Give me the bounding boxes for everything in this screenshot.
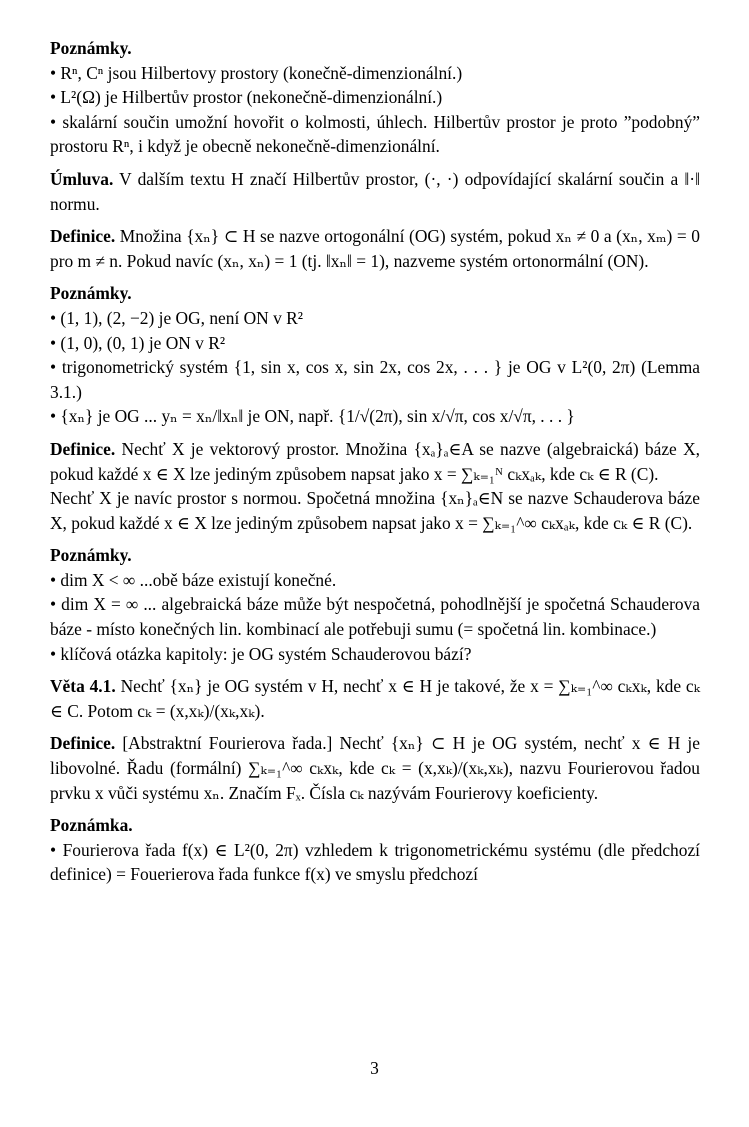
definition-heading: Definice. [50, 733, 116, 754]
note-item: • skalární součin umožní hovořit o kolmosti, úhlech. Hilbertův prostor je proto ”podobný” prostoru Rⁿ, i když je obecně nekonečně-dimenzionální. [50, 111, 700, 157]
notes-examples [50, 281, 700, 429]
notes-heading: Poznámky. [50, 283, 132, 304]
note-item: • L²(Ω) je Hilbertův prostor (nekonečně-dimenzionální.) [50, 87, 443, 108]
note-item: • {xₙ} je OG ... yₙ = xₙ/‖xₙ‖ je ON, např. {1/√(2π), sin x/√π, cos x/√π, . . . } [50, 406, 575, 427]
definition-text-schauder: Nechť X je navíc prostor s normou. Spočetná množina {xₙ}ₐ∈N se nazve Schauderova báze X, pokud každé x ∈ X lze jediným způsobem napsat jako x = ∑ₖ₌₁^∞ cₖxₐₖ, kde cₖ ∈ R (C). [50, 488, 700, 533]
note-heading: Poznámka. [50, 815, 133, 836]
convention-text: V dalším textu H značí Hilbertův prostor, (·, ·) odpovídající skalární součin a ‖·‖ normu. [50, 168, 700, 214]
convention-heading: Úmluva. [50, 168, 114, 189]
note-item: • trigonometrický systém {1, sin x, cos x, sin 2x, cos 2x, . . . } je OG v L²(0, 2π) (Lemma 3.1.) [50, 357, 700, 402]
theorem-text: Nechť {xₙ} je OG systém v H, nechť x ∈ H je takové, že x = ∑ₖ₌₁^∞ cₖxₖ, kde cₖ ∈ C. Potom cₖ = (x,xₖ)/(xₖ,xₖ). [50, 676, 700, 721]
page-number: 3 [370, 1058, 379, 1078]
definition-text: Množina {xₙ} ⊂ H se nazve ortogonální (OG) systém, pokud xₙ ≠ 0 a (xₙ, xₘ) = 0 pro m ≠ n. Pokud navíc (xₙ, xₙ) = 1 (tj. ‖xₙ‖ = 1), nazveme systém ortonormální (ON). [50, 226, 700, 271]
note-item: • klíčová otázka kapitoly: je OG systém Schauderovou bází? [50, 643, 472, 664]
page-content [50, 36, 700, 895]
theorem-4-1 [50, 674, 700, 723]
notes-heading: Poznámky. [50, 38, 132, 58]
note-item: • Rⁿ, Cⁿ jsou Hilbertovy prostory (konečně-dimenzionální.) [50, 62, 463, 83]
note-fourier [50, 813, 700, 887]
theorem-heading: Věta 4.1. [50, 676, 116, 697]
notes-heading: Poznámky. [50, 545, 132, 566]
note-item: • Fourierova řada f(x) ∈ L²(0, 2π) vzhledem k trigonometrickému systému (dle předchozí definice) = Fouerierova řada funkce f(x) ve smyslu předchozí [50, 839, 700, 885]
definition-heading: Definice. [50, 226, 116, 247]
definition-heading: Definice. [50, 438, 116, 459]
definition-fourier-series [50, 731, 700, 805]
definition-text: [Abstraktní Fourierova řada.] Nechť {xₙ} ⊂ H je OG systém, nechť x ∈ H je libovolné. Řadu (formální) ∑ₖ₌₁^∞ cₖxₖ, kde cₖ = (x,xₖ)/(xₖ,xₖ), nazvu Fourierovou řadou prvku x vůči systému xₙ. Značím Fₓ. Čísla cₖ nazývám Fourierovy koeficienty. [50, 733, 700, 803]
note-item: • dim X = ∞ ... algebraická báze může být nespočetná, pohodlnější je spočetná Schauderova báze - místo konečných lin. kombinací ale potřebuji sumu (= spočetná lin. kombinace.) [50, 594, 700, 640]
convention-paragraph [50, 167, 700, 216]
note-item: • (1, 1), (2, −2) je OG, není ON v R² [50, 307, 303, 328]
notes-hilbert-spaces [50, 36, 700, 159]
notes-dimension [50, 543, 700, 666]
definition-text-algebraic: Nechť X je vektorový prostor. Množina {xₐ}ₐ∈A se nazve (algebraická) báze X, pokud každé x ∈ X lze jediným způsobem napsat jako x = ∑ₖ₌₁ᴺ cₖxₐₖ, kde cₖ ∈ R (C). [50, 438, 700, 484]
definition-orthogonal-system [50, 224, 700, 273]
note-item: • dim X < ∞ ...obě báze existují konečné. [50, 569, 337, 590]
definition-basis [50, 437, 700, 535]
note-item: • (1, 0), (0, 1) je ON v R² [50, 332, 226, 353]
